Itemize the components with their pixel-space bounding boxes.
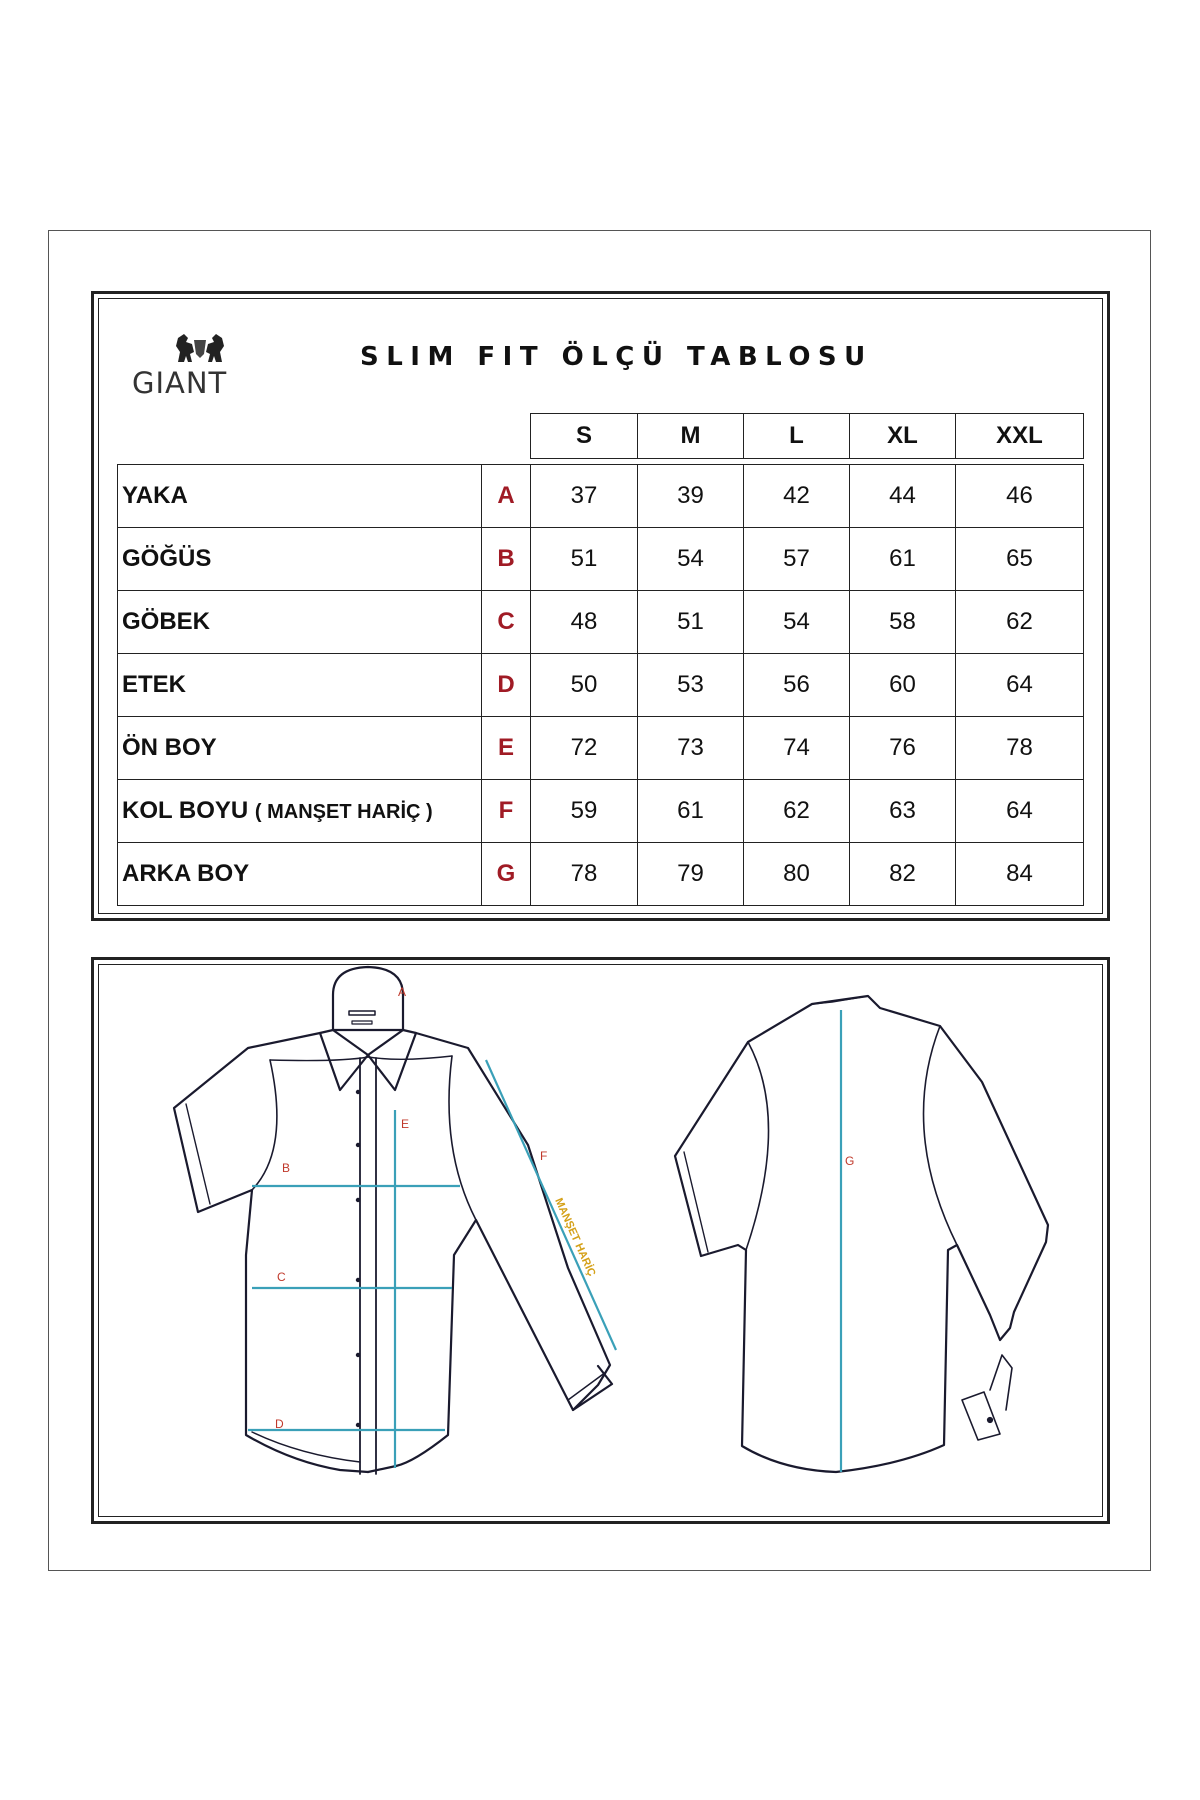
measurement-code: B bbox=[482, 528, 531, 591]
measurement-value: 56 bbox=[744, 654, 850, 717]
measure-label-a: A bbox=[398, 985, 407, 999]
measurement-value: 65 bbox=[956, 528, 1084, 591]
measurement-value: 61 bbox=[638, 780, 744, 843]
measurement-name-text: ARKA BOY bbox=[122, 860, 250, 887]
measurement-value: 64 bbox=[956, 780, 1084, 843]
measurement-value: 46 bbox=[956, 465, 1084, 528]
measure-label-e: E bbox=[401, 1117, 410, 1131]
size-header-cell: M bbox=[638, 414, 744, 459]
measurement-value: 58 bbox=[850, 591, 956, 654]
measurement-code: G bbox=[482, 843, 531, 906]
size-header-cell: S bbox=[531, 414, 638, 459]
measurement-code: C bbox=[482, 591, 531, 654]
page-title: SLIM FIT ÖLÇÜ TABLOSU bbox=[360, 342, 873, 372]
measurement-value: 44 bbox=[850, 465, 956, 528]
front-measure-labels bbox=[275, 985, 547, 1431]
size-header-cell: XL bbox=[850, 414, 956, 459]
measurement-name-text: GÖĞÜS bbox=[122, 545, 212, 572]
measurement-name-text: ÖN BOY bbox=[122, 734, 217, 761]
measure-label-c: C bbox=[277, 1270, 286, 1284]
measurement-name-text: YAKA bbox=[122, 482, 188, 509]
front-measure-lines bbox=[248, 1060, 616, 1468]
measure-label-b: B bbox=[282, 1161, 291, 1175]
measurement-value: 53 bbox=[638, 654, 744, 717]
measurement-name-text: KOL BOYU bbox=[122, 797, 249, 824]
measurement-code: A bbox=[482, 465, 531, 528]
measurement-value: 61 bbox=[850, 528, 956, 591]
measurement-value: 51 bbox=[531, 528, 638, 591]
measure-label-f: F bbox=[540, 1149, 548, 1163]
measurement-code: E bbox=[482, 717, 531, 780]
measurement-value: 39 bbox=[638, 465, 744, 528]
measurement-value: 37 bbox=[531, 465, 638, 528]
measurement-value: 84 bbox=[956, 843, 1084, 906]
measurement-code: F bbox=[482, 780, 531, 843]
shirt-front-drawing bbox=[174, 967, 612, 1474]
measurement-value: 50 bbox=[531, 654, 638, 717]
measurement-value: 73 bbox=[638, 717, 744, 780]
measurement-value: 74 bbox=[744, 717, 850, 780]
size-header-cell: L bbox=[744, 414, 850, 459]
measurement-value: 51 bbox=[638, 591, 744, 654]
measurement-value: 54 bbox=[744, 591, 850, 654]
measurement-value: 72 bbox=[531, 717, 638, 780]
measurement-value: 62 bbox=[956, 591, 1084, 654]
cuff-note-label: MANŞET HARİÇ bbox=[552, 1196, 598, 1279]
shirt-back-drawing bbox=[675, 996, 1048, 1472]
measurement-value: 60 bbox=[850, 654, 956, 717]
measurement-value: 80 bbox=[744, 843, 850, 906]
measurement-value: 78 bbox=[531, 843, 638, 906]
measurement-value: 63 bbox=[850, 780, 956, 843]
measurement-code: D bbox=[482, 654, 531, 717]
measurement-value: 62 bbox=[744, 780, 850, 843]
measure-label-g: G bbox=[845, 1154, 855, 1168]
measurement-value: 48 bbox=[531, 591, 638, 654]
measurement-name-text: ETEK bbox=[122, 671, 187, 698]
size-header-cell: XXL bbox=[956, 414, 1084, 459]
measurement-value: 54 bbox=[638, 528, 744, 591]
measure-label-d: D bbox=[275, 1417, 284, 1431]
measurement-value: 79 bbox=[638, 843, 744, 906]
measurement-value: 64 bbox=[956, 654, 1084, 717]
measurement-value: 82 bbox=[850, 843, 956, 906]
measurement-value: 59 bbox=[531, 780, 638, 843]
brand-name: GIANT bbox=[132, 366, 228, 400]
measurement-value: 42 bbox=[744, 465, 850, 528]
measurement-value: 76 bbox=[850, 717, 956, 780]
measurement-name-text: GÖBEK bbox=[122, 608, 211, 635]
measurement-value: 57 bbox=[744, 528, 850, 591]
measurement-value: 78 bbox=[956, 717, 1084, 780]
measurement-note: ( MANŞET HARİÇ ) bbox=[254, 801, 433, 823]
